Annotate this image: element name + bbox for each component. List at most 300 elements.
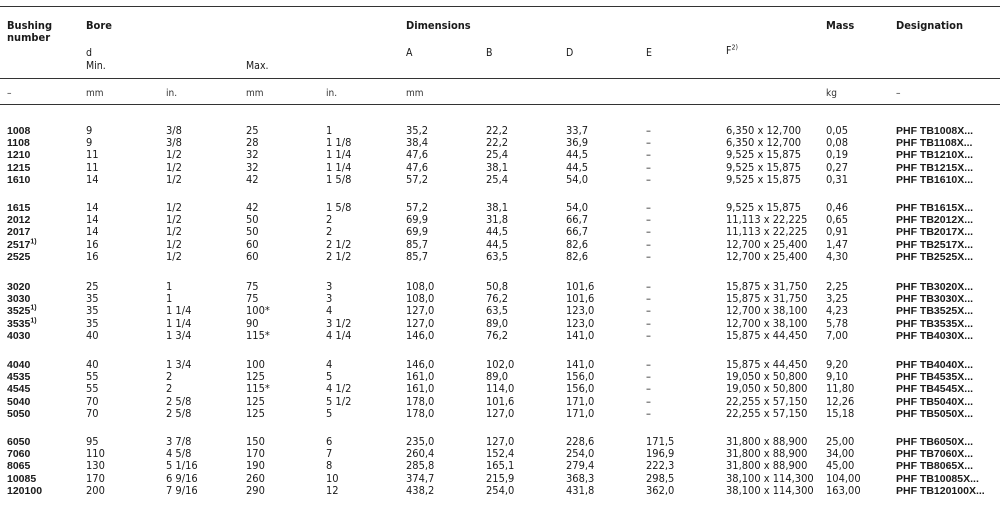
bushing-number-cell: 2517 (7, 238, 31, 251)
dimension-a-cell: 69,9 (406, 225, 429, 239)
designation-cell: PHF TB4545X... (896, 383, 974, 396)
bore-max-mm-cell: 125 (246, 394, 265, 408)
bore-min-in-cell: 3/8 (166, 136, 182, 150)
mass-cell: 0,91 (826, 225, 849, 239)
dimension-b-cell: 165,1 (486, 459, 515, 473)
bore-min-mm-cell: 70 (86, 394, 99, 408)
bore-min-mm-cell: 95 (86, 435, 99, 448)
bore-max-in-cell: 3 (326, 292, 333, 306)
dimension-d-cell: 101,6 (566, 292, 595, 306)
bore-min-mm-cell: 40 (86, 328, 99, 342)
dimension-d-cell: 123,0 (566, 304, 595, 318)
designation-cell: PHF TB2517X... (896, 238, 974, 251)
bushing-number-wrapper (7, 318, 37, 330)
dimension-e-cell: – (646, 160, 651, 174)
dimension-d-cell: 82,6 (566, 237, 589, 251)
dimension-e-cell: – (646, 225, 651, 239)
dimension-a-cell: 127,0 (406, 316, 435, 330)
bore-min-mm-cell: 55 (86, 370, 99, 384)
bore-max-mm-cell: 190 (246, 459, 265, 473)
header-b: B (486, 47, 493, 59)
dimension-a-cell: 161,0 (406, 382, 435, 396)
bore-min-in-cell: 1/2 (166, 213, 182, 227)
dimension-d-cell: 44,5 (566, 160, 589, 174)
dimension-f-cell: 11,113 x 22,225 (726, 213, 808, 227)
dimension-a-cell: 47,6 (406, 160, 429, 174)
bore-max-mm-cell: 50 (246, 213, 259, 227)
bore-max-in-cell: 2 1/2 (326, 249, 352, 263)
bore-min-in-cell: 2 5/8 (166, 394, 192, 408)
bore-max-mm-cell: 90 (246, 316, 259, 330)
bushing-number-cell: 5040 (7, 395, 31, 408)
dimension-e-cell: – (646, 358, 651, 371)
dimension-b-cell: 25,4 (486, 172, 509, 186)
dimension-f-cell: 12,700 x 25,400 (726, 249, 808, 263)
bore-max-mm-cell: 115* (246, 382, 270, 396)
dimension-f-cell: 15,875 x 44,450 (726, 328, 808, 342)
bushing-number-cell: 10085 (7, 472, 37, 485)
bore-max-mm-cell: 28 (246, 136, 259, 150)
bore-max-mm-cell: 125 (246, 406, 265, 420)
bore-max-mm-cell: 42 (246, 201, 259, 214)
header-f-footnote: 2) (731, 43, 738, 52)
bore-max-in-cell: 3 1/2 (326, 316, 352, 330)
bushing-number-cell: 1108 (7, 137, 30, 150)
dimension-b-cell: 101,6 (486, 394, 515, 408)
dimension-e-cell: – (646, 394, 651, 408)
bore-min-mm-cell: 170 (86, 471, 105, 485)
unit-dims: mm (406, 88, 424, 99)
mass-cell: 0,08 (826, 136, 849, 150)
dimension-d-cell: 279,4 (566, 459, 595, 473)
bore-min-in-cell: 3 7/8 (166, 435, 192, 448)
mass-cell: 5,78 (826, 316, 849, 330)
bushing-number-cell: 3535 (7, 317, 31, 330)
dimension-a-cell: 57,2 (406, 201, 429, 214)
dimension-a-cell: 108,0 (406, 280, 435, 293)
header-designation: Designation (896, 19, 963, 32)
dimension-f-cell: 9,525 x 15,875 (726, 160, 802, 174)
dimension-f-cell: 15,875 x 31,750 (726, 292, 808, 306)
bore-max-in-cell: 12 (326, 483, 339, 497)
dimension-a-cell: 85,7 (406, 237, 429, 251)
dimension-f-cell: 15,875 x 31,750 (726, 280, 808, 293)
dimension-e-cell: – (646, 124, 651, 137)
bore-max-mm-cell: 42 (246, 172, 259, 186)
bore-min-mm-cell: 16 (86, 237, 99, 251)
dimension-e-cell: 362,0 (646, 483, 675, 497)
dimension-a-cell: 260,4 (406, 447, 435, 461)
bore-min-in-cell: 1/2 (166, 172, 182, 186)
mass-cell: 4,23 (826, 304, 849, 318)
bushing-number-cell: 4040 (7, 359, 31, 371)
dimension-b-cell: 38,1 (486, 160, 509, 174)
designation-cell: PHF TB2017X... (896, 226, 974, 239)
bore-max-in-cell: 2 (326, 225, 333, 239)
bore-max-mm-cell: 32 (246, 148, 259, 162)
dimension-f-cell: 12,700 x 38,100 (726, 316, 808, 330)
bushing-number-cell: 3525 (7, 305, 31, 318)
bore-min-in-cell: 1/2 (166, 249, 182, 263)
bushing-number-cell: 1215 (7, 161, 31, 174)
dimension-d-cell: 141,0 (566, 328, 595, 342)
dimension-e-cell: – (646, 292, 651, 306)
bore-max-in-cell: 10 (326, 471, 339, 485)
header-bore: Bore (86, 19, 112, 32)
dimension-d-cell: 368,3 (566, 471, 595, 485)
bore-min-mm-cell: 16 (86, 249, 99, 263)
bushing-number-cell: 1615 (7, 202, 31, 214)
dimension-f-cell: 22,255 x 57,150 (726, 406, 808, 420)
mass-cell: 7,00 (826, 328, 849, 342)
bore-max-in-cell: 1 5/8 (326, 201, 352, 214)
designation-cell: PHF TB4030X... (896, 329, 974, 342)
dimension-f-cell: 38,100 x 114,300 (726, 483, 814, 497)
dimension-a-cell: 47,6 (406, 148, 429, 162)
dimension-e-cell: – (646, 213, 651, 227)
header-e: E (646, 47, 652, 59)
header-a: A (406, 47, 413, 59)
dimension-a-cell: 235,0 (406, 435, 435, 448)
bore-min-in-cell: 1/2 (166, 225, 182, 239)
bore-max-in-cell: 8 (326, 459, 333, 473)
dimension-b-cell: 63,5 (486, 304, 509, 318)
bore-min-mm-cell: 9 (86, 124, 93, 137)
unit-max-in: in. (326, 88, 338, 99)
bore-min-mm-cell: 200 (86, 483, 105, 497)
dimension-a-cell: 69,9 (406, 213, 429, 227)
dimension-d-cell: 171,0 (566, 394, 595, 408)
dimension-f-cell: 19,050 x 50,800 (726, 382, 808, 396)
bore-max-mm-cell: 260 (246, 471, 265, 485)
dimension-d-cell: 141,0 (566, 358, 595, 371)
dimension-e-cell: – (646, 148, 651, 162)
unit-min-mm: mm (86, 88, 104, 99)
dimension-b-cell: 25,4 (486, 148, 509, 162)
dimension-e-cell: – (646, 328, 651, 342)
designation-cell: PHF TB8065X... (896, 460, 974, 473)
dimension-b-cell: 254,0 (486, 483, 515, 497)
designation-cell: PHF TB3525X... (896, 305, 974, 318)
bushing-number-wrapper (7, 239, 37, 251)
bore-min-in-cell: 1 1/4 (166, 316, 192, 330)
bushing-number-cell: 2017 (7, 226, 31, 239)
dimension-a-cell: 38,4 (406, 136, 429, 150)
dimension-f-cell: 31,800 x 88,900 (726, 435, 808, 448)
bushing-number-cell: 1610 (7, 173, 31, 186)
bore-max-in-cell: 3 (326, 280, 333, 293)
dimension-d-cell: 228,6 (566, 435, 595, 448)
dimension-a-cell: 178,0 (406, 406, 435, 420)
bore-min-mm-cell: 25 (86, 280, 99, 293)
bore-min-mm-cell: 35 (86, 316, 99, 330)
bore-min-in-cell: 1/2 (166, 160, 182, 174)
mass-cell: 0,65 (826, 213, 849, 227)
bore-min-in-cell: 2 5/8 (166, 406, 192, 420)
bore-min-in-cell: 1 3/4 (166, 358, 192, 371)
dimension-d-cell: 431,8 (566, 483, 595, 497)
dimension-d-cell: 33,7 (566, 124, 589, 137)
mass-cell: 1,47 (826, 237, 849, 251)
bore-max-mm-cell: 170 (246, 447, 265, 461)
dimension-e-cell: – (646, 316, 651, 330)
bushing-number-cell: 7060 (7, 448, 31, 461)
bushing-number-cell: 4030 (7, 329, 31, 342)
bushing-number-cell: 120100 (7, 484, 43, 497)
bore-max-mm-cell: 125 (246, 370, 265, 384)
designation-cell: PHF TB2012X... (896, 214, 974, 227)
header-bore-d: d (86, 47, 92, 59)
dimension-f-cell: 9,525 x 15,875 (726, 201, 802, 214)
mass-cell: 163,00 (826, 483, 861, 497)
bore-max-mm-cell: 60 (246, 237, 259, 251)
bore-min-in-cell: 1 (166, 292, 173, 306)
dimension-b-cell: 31,8 (486, 213, 509, 227)
bore-min-mm-cell: 14 (86, 225, 99, 239)
dimension-b-cell: 114,0 (486, 382, 515, 396)
dimension-f-cell: 31,800 x 88,900 (726, 447, 808, 461)
unit-max-mm: mm (246, 88, 264, 99)
dimension-b-cell: 89,0 (486, 316, 509, 330)
header-bushing-number: Bushing number (7, 19, 53, 44)
bore-max-in-cell: 2 (326, 213, 333, 227)
dimension-d-cell: 82,6 (566, 249, 589, 263)
bore-max-mm-cell: 60 (246, 249, 259, 263)
mass-cell: 45,00 (826, 459, 855, 473)
dimension-f-cell: 38,100 x 114,300 (726, 471, 814, 485)
header-f-label: F (726, 45, 732, 57)
header-mass: Mass (826, 19, 855, 32)
bore-max-in-cell: 5 (326, 406, 333, 420)
bore-max-mm-cell: 32 (246, 160, 259, 174)
mass-cell: 0,31 (826, 172, 849, 186)
bore-max-mm-cell: 100* (246, 304, 270, 318)
designation-cell: PHF TB1108X... (896, 137, 973, 150)
unit-bushing: – (7, 88, 12, 99)
header-dimensions: Dimensions (406, 19, 471, 32)
dimension-f-cell: 11,113 x 22,225 (726, 225, 808, 239)
bushing-number-cell: 2012 (7, 214, 31, 227)
dimension-b-cell: 152,4 (486, 447, 515, 461)
bore-max-mm-cell: 100 (246, 358, 265, 371)
dimension-a-cell: 108,0 (406, 292, 435, 306)
dimension-a-cell: 127,0 (406, 304, 435, 318)
dimension-b-cell: 44,5 (486, 225, 509, 239)
bushing-number-cell: 6050 (7, 436, 31, 448)
bushing-number-cell: 4545 (7, 383, 31, 396)
dimension-b-cell: 76,2 (486, 292, 509, 306)
dimension-b-cell: 50,8 (486, 280, 509, 293)
bushing-number-cell: 1008 (7, 125, 31, 137)
footnote-marker: 1) (30, 304, 37, 312)
bore-min-in-cell: 1 3/4 (166, 328, 192, 342)
dimension-b-cell: 38,1 (486, 201, 509, 214)
bore-max-in-cell: 1 5/8 (326, 172, 352, 186)
mass-cell: 11,80 (826, 382, 855, 396)
bore-min-mm-cell: 35 (86, 292, 99, 306)
bore-max-in-cell: 4 1/4 (326, 328, 352, 342)
footnote-marker: 1) (30, 317, 37, 325)
bore-max-in-cell: 4 (326, 358, 333, 371)
bore-min-in-cell: 3/8 (166, 124, 182, 137)
mass-cell: 0,19 (826, 148, 849, 162)
bore-max-mm-cell: 290 (246, 483, 265, 497)
mass-cell: 0,27 (826, 160, 849, 174)
designation-cell: PHF TB7060X... (896, 448, 974, 461)
bore-min-mm-cell: 11 (86, 160, 99, 174)
dimension-e-cell: – (646, 304, 651, 318)
designation-cell: PHF TB5040X... (896, 395, 974, 408)
bushing-number-cell: 5050 (7, 407, 31, 420)
dimension-a-cell: 85,7 (406, 249, 429, 263)
dimension-e-cell: – (646, 249, 651, 263)
dimension-e-cell: – (646, 237, 651, 251)
header-d: D (566, 47, 574, 59)
dimension-d-cell: 156,0 (566, 382, 595, 396)
bushing-number-wrapper (7, 305, 37, 317)
bore-min-in-cell: 6 9/16 (166, 471, 198, 485)
designation-cell: PHF TB2525X... (896, 250, 974, 263)
dimension-a-cell: 35,2 (406, 124, 429, 137)
bore-min-in-cell: 1 (166, 280, 173, 293)
designation-cell: PHF TB1215X... (896, 161, 974, 174)
dimension-e-cell: – (646, 136, 651, 150)
bore-min-in-cell: 2 (166, 382, 173, 396)
bore-max-mm-cell: 25 (246, 124, 259, 137)
dimension-a-cell: 374,7 (406, 471, 435, 485)
bore-max-in-cell: 4 (326, 304, 333, 318)
dimension-d-cell: 254,0 (566, 447, 595, 461)
bushing-number-cell: 8065 (7, 460, 31, 473)
bore-max-in-cell: 6 (326, 435, 333, 448)
dimension-a-cell: 57,2 (406, 172, 429, 186)
unit-mass: kg (826, 88, 837, 99)
dimension-b-cell: 102,0 (486, 358, 515, 371)
mass-cell: 0,05 (826, 124, 849, 137)
bore-max-mm-cell: 75 (246, 280, 259, 293)
dimension-d-cell: 66,7 (566, 213, 589, 227)
bushing-number-cell: 3020 (7, 281, 31, 293)
mass-cell: 0,46 (826, 201, 849, 214)
bore-max-in-cell: 4 1/2 (326, 382, 352, 396)
dimension-b-cell: 89,0 (486, 370, 509, 384)
bore-min-in-cell: 1/2 (166, 201, 182, 214)
designation-cell: PHF TB10085X... (896, 472, 979, 485)
dimension-b-cell: 76,2 (486, 328, 509, 342)
bore-min-mm-cell: 14 (86, 172, 99, 186)
designation-cell: PHF TB4040X... (896, 359, 974, 371)
bore-min-in-cell: 1/2 (166, 148, 182, 162)
designation-cell: PHF TB1615X... (896, 202, 974, 214)
bore-min-in-cell: 1/2 (166, 237, 182, 251)
dimension-e-cell: 298,5 (646, 471, 675, 485)
designation-cell: PHF TB6050X... (896, 436, 974, 448)
bore-max-in-cell: 2 1/2 (326, 237, 352, 251)
dimension-d-cell: 101,6 (566, 280, 595, 293)
bore-max-in-cell: 5 1/2 (326, 394, 352, 408)
dimension-f-cell: 6,350 x 12,700 (726, 136, 802, 150)
mass-cell: 12,26 (826, 394, 855, 408)
dimension-d-cell: 54,0 (566, 172, 589, 186)
dimension-d-cell: 66,7 (566, 225, 589, 239)
designation-cell: PHF TB120100X... (896, 484, 985, 497)
bore-max-mm-cell: 115* (246, 328, 270, 342)
bore-min-mm-cell: 11 (86, 148, 99, 162)
dimension-b-cell: 215,9 (486, 471, 515, 485)
header-max: Max. (246, 60, 269, 72)
dimension-d-cell: 171,0 (566, 406, 595, 420)
bushing-number-cell: 3030 (7, 293, 31, 306)
bore-max-in-cell: 7 (326, 447, 333, 461)
dimension-a-cell: 178,0 (406, 394, 435, 408)
bore-min-mm-cell: 55 (86, 382, 99, 396)
bore-min-in-cell: 2 (166, 370, 173, 384)
dimension-f-cell: 22,255 x 57,150 (726, 394, 808, 408)
designation-cell: PHF TB4535X... (896, 371, 974, 384)
dimension-f-cell: 6,350 x 12,700 (726, 124, 802, 137)
bore-min-mm-cell: 110 (86, 447, 105, 461)
dimension-a-cell: 161,0 (406, 370, 435, 384)
bore-min-in-cell: 4 5/8 (166, 447, 192, 461)
mass-cell: 2,25 (826, 280, 849, 293)
mass-cell: 25,00 (826, 435, 855, 448)
designation-cell: PHF TB5050X... (896, 407, 974, 420)
dimension-d-cell: 44,5 (566, 148, 589, 162)
bushing-number-cell: 1210 (7, 149, 31, 162)
dimension-b-cell: 127,0 (486, 435, 515, 448)
dimension-d-cell: 54,0 (566, 201, 589, 214)
mass-cell: 9,10 (826, 370, 849, 384)
unit-designation: – (896, 88, 901, 99)
designation-cell: PHF TB3020X... (896, 281, 974, 293)
dimension-a-cell: 438,2 (406, 483, 435, 497)
dimension-e-cell: – (646, 201, 651, 214)
designation-cell: PHF TB1210X... (896, 149, 974, 162)
dimension-b-cell: 127,0 (486, 406, 515, 420)
bore-max-mm-cell: 50 (246, 225, 259, 239)
mass-cell: 34,00 (826, 447, 855, 461)
mass-cell: 15,18 (826, 406, 855, 420)
dimension-e-cell: 196,9 (646, 447, 675, 461)
dimension-b-cell: 22,2 (486, 136, 509, 150)
bore-min-in-cell: 7 9/16 (166, 483, 198, 497)
bushing-number-cell: 2525 (7, 250, 31, 263)
dimension-f-cell: 12,700 x 25,400 (726, 237, 808, 251)
bore-min-mm-cell: 35 (86, 304, 99, 318)
dimension-b-cell: 44,5 (486, 237, 509, 251)
designation-cell: PHF TB3535X... (896, 317, 974, 330)
dimension-e-cell: – (646, 172, 651, 186)
bushing-number-cell: 4535 (7, 371, 31, 384)
dimension-e-cell: – (646, 406, 651, 420)
header-min: Min. (86, 60, 106, 72)
bore-max-mm-cell: 75 (246, 292, 259, 306)
designation-cell: PHF TB1610X... (896, 173, 974, 186)
bore-max-in-cell: 1 1/4 (326, 160, 352, 174)
bore-min-mm-cell: 9 (86, 136, 93, 150)
footnote-marker: 1) (30, 238, 37, 246)
dimension-f-cell: 12,700 x 38,100 (726, 304, 808, 318)
bore-min-mm-cell: 14 (86, 201, 99, 214)
bore-max-in-cell: 1 1/8 (326, 136, 352, 150)
bore-max-in-cell: 5 (326, 370, 333, 384)
mass-cell: 4,30 (826, 249, 849, 263)
bore-min-in-cell: 5 1/16 (166, 459, 198, 473)
mass-cell: 9,20 (826, 358, 849, 371)
bore-max-mm-cell: 150 (246, 435, 265, 448)
bore-min-mm-cell: 40 (86, 358, 99, 371)
dimension-e-cell: – (646, 370, 651, 384)
